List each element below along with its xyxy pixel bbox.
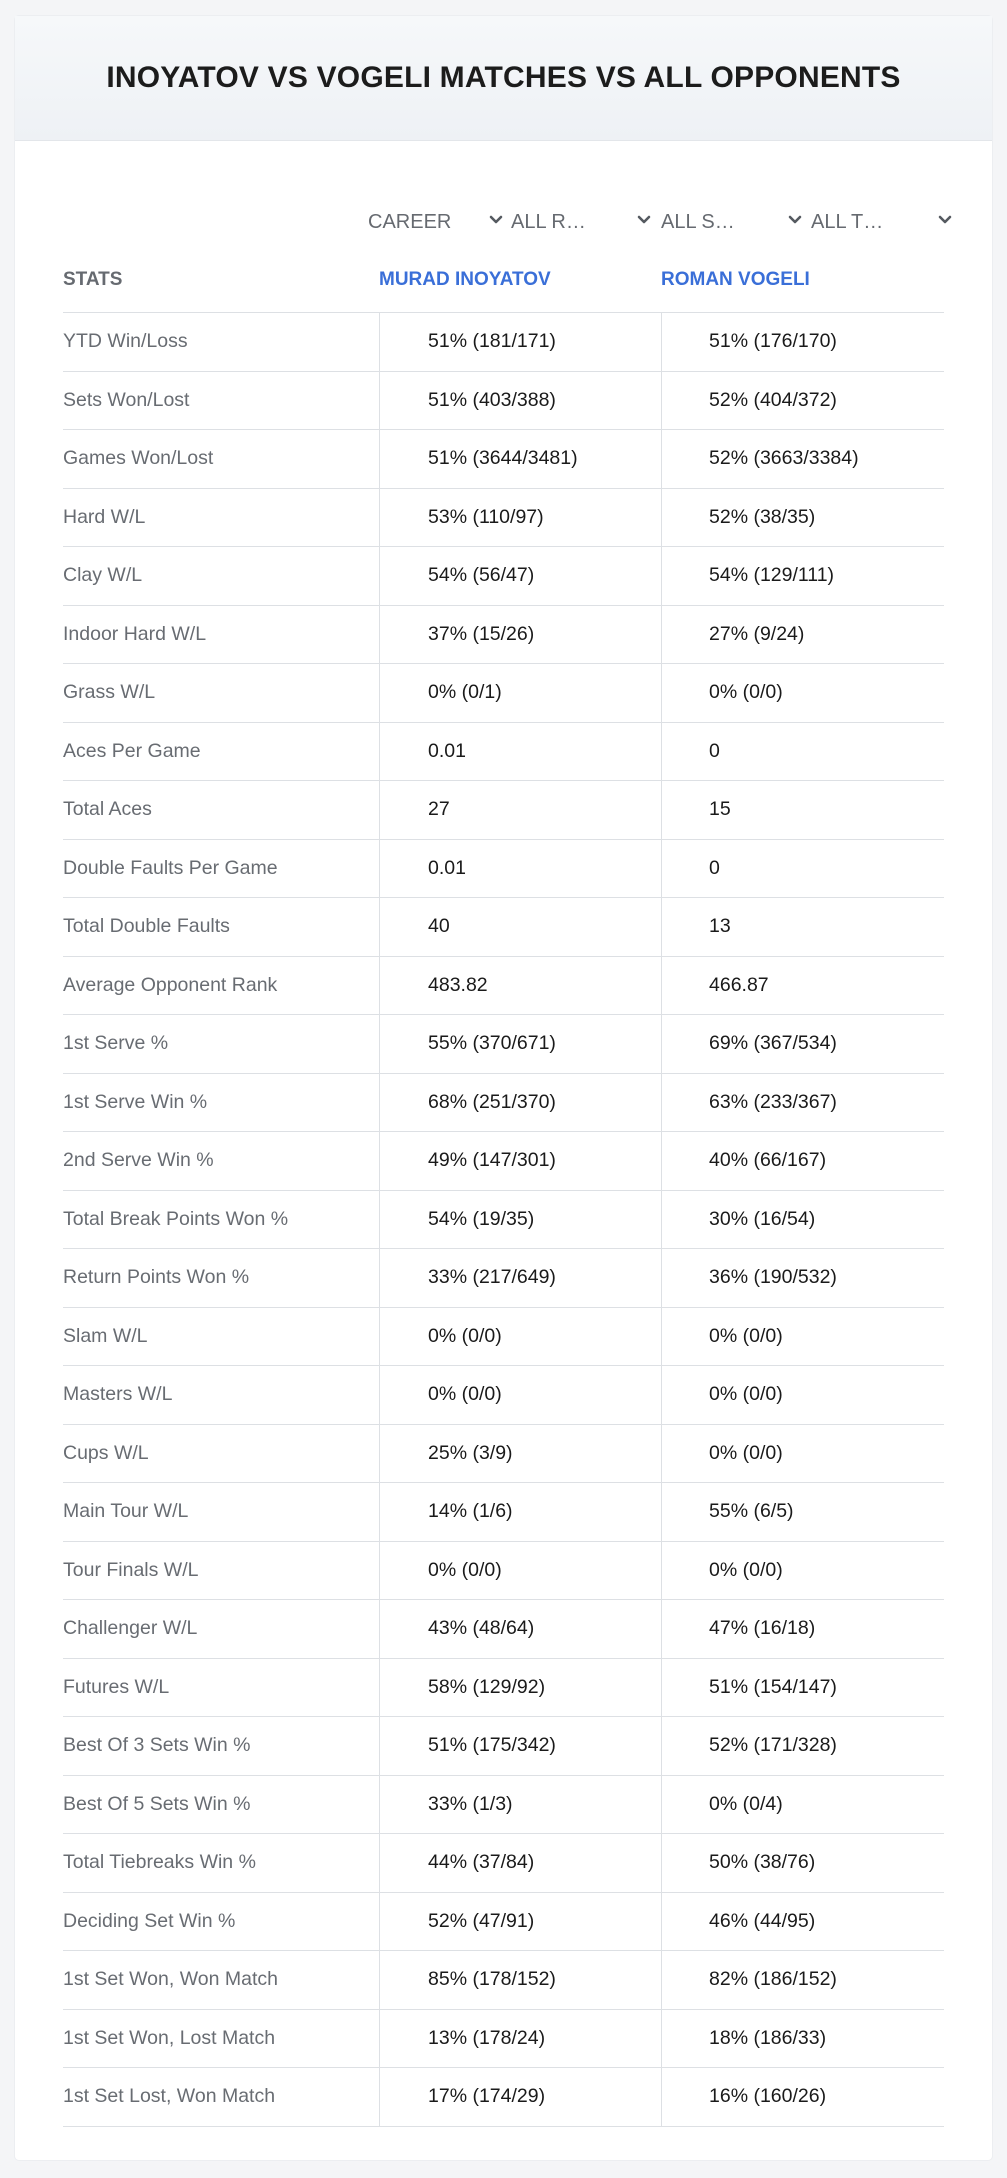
player1-stat-value: 55% (370/671) (379, 1015, 661, 1073)
player1-stat-value: 14% (1/6) (379, 1483, 661, 1541)
table-row (63, 606, 944, 665)
stat-label: YTD Win/Loss (63, 330, 188, 353)
player2-stat-value: 55% (6/5) (661, 1483, 944, 1541)
player1-stat-value: 40 (379, 898, 661, 956)
player1-stat-value: 0% (0/0) (379, 1366, 661, 1424)
stat-label: 1st Set Lost, Won Match (63, 2085, 276, 2108)
player1-stat-value: 483.82 (379, 957, 661, 1015)
stat-label: Aces Per Game (63, 739, 201, 762)
table-row (63, 1893, 944, 1952)
table-row (63, 781, 944, 840)
stat-label: Indoor Hard W/L (63, 622, 207, 645)
player2-stat-value: 0% (0/0) (661, 1425, 944, 1483)
table-row (63, 2010, 944, 2069)
player2-stat-value: 54% (129/111) (661, 547, 944, 605)
card-header (15, 16, 992, 141)
table-row (63, 664, 944, 723)
stat-label: Tour Finals W/L (63, 1558, 199, 1581)
player2-stat-value: 51% (154/147) (661, 1659, 944, 1717)
player2-stat-value: 15 (661, 781, 944, 839)
filter-tournament-label: ALL T… (811, 210, 884, 233)
player1-stat-value: 0.01 (379, 840, 661, 898)
player1-stat-value: 25% (3/9) (379, 1425, 661, 1483)
stat-label: 1st Serve Win % (63, 1090, 208, 1113)
page-title: INOYATOV VS VOGELI MATCHES VS ALL OPPONENTS (106, 61, 901, 94)
stat-label: Clay W/L (63, 564, 143, 587)
table-row (63, 1308, 944, 1367)
stats-table (63, 312, 944, 2127)
player2-stat-value: 52% (38/35) (661, 489, 944, 547)
stat-label: 1st Serve % (63, 1032, 169, 1055)
table-row (63, 2068, 944, 2127)
stat-label: 2nd Serve Win % (63, 1149, 214, 1172)
table-row (63, 1717, 944, 1776)
player2-stat-value: 0% (0/0) (661, 664, 944, 722)
table-row (63, 313, 944, 372)
stat-label: 1st Set Won, Lost Match (63, 2026, 276, 2049)
player1-stat-value: 53% (110/97) (379, 489, 661, 547)
player1-stat-value: 54% (56/47) (379, 547, 661, 605)
player2-stat-value: 27% (9/24) (661, 606, 944, 664)
player1-stat-value: 51% (403/388) (379, 372, 661, 430)
player1-stat-value: 37% (15/26) (379, 606, 661, 664)
stat-label: Grass W/L (63, 681, 156, 704)
filter-surface-label: ALL S… (661, 210, 735, 233)
table-row (63, 1951, 944, 2010)
player1-stat-value: 0% (0/0) (379, 1542, 661, 1600)
stat-label: Double Faults Per Game (63, 856, 278, 879)
player2-stat-value: 51% (176/170) (661, 313, 944, 371)
column-header-stats: STATS (63, 269, 123, 290)
filter-surface-dropdown[interactable] (661, 202, 806, 242)
player2-stat-value: 52% (3663/3384) (661, 430, 944, 488)
stat-label: Cups W/L (63, 1441, 149, 1464)
stat-label: Return Points Won % (63, 1266, 250, 1289)
stat-label: Main Tour W/L (63, 1500, 189, 1523)
player1-stat-value: 27 (379, 781, 661, 839)
player1-stat-value: 68% (251/370) (379, 1074, 661, 1132)
player2-stat-value: 30% (16/54) (661, 1191, 944, 1249)
table-row (63, 489, 944, 548)
table-row (63, 723, 944, 782)
table-row (63, 898, 944, 957)
player2-stat-value: 36% (190/532) (661, 1249, 944, 1307)
player1-stat-value: 0% (0/1) (379, 664, 661, 722)
stat-label: Total Tiebreaks Win % (63, 1851, 256, 1874)
table-row (63, 1834, 944, 1893)
player1-stat-value: 44% (37/84) (379, 1834, 661, 1892)
table-row (63, 840, 944, 899)
player1-stat-value: 51% (181/171) (379, 313, 661, 371)
player1-stat-value: 33% (1/3) (379, 1776, 661, 1834)
stat-label: Slam W/L (63, 1324, 148, 1347)
chevron-down-icon (785, 210, 805, 230)
player1-stat-value: 52% (47/91) (379, 1893, 661, 1951)
player2-stat-value: 63% (233/367) (661, 1074, 944, 1132)
player2-stat-value: 0% (0/0) (661, 1542, 944, 1600)
stat-label: Masters W/L (63, 1383, 173, 1406)
player1-name-link[interactable]: MURAD INOYATOV (379, 269, 551, 290)
player1-stat-value: 58% (129/92) (379, 1659, 661, 1717)
filter-round-dropdown[interactable] (511, 202, 656, 242)
stat-label: Deciding Set Win % (63, 1909, 236, 1932)
stat-label: Best Of 5 Sets Win % (63, 1792, 251, 1815)
stat-label: Challenger W/L (63, 1617, 198, 1640)
player2-stat-value: 0 (661, 723, 944, 781)
player2-stat-value: 13 (661, 898, 944, 956)
stat-label: Best Of 3 Sets Win % (63, 1734, 251, 1757)
table-row (63, 1542, 944, 1601)
table-row (63, 1776, 944, 1835)
table-row (63, 957, 944, 1016)
filter-period-dropdown[interactable] (368, 202, 506, 242)
player2-stat-value: 82% (186/152) (661, 1951, 944, 2009)
table-row (63, 1425, 944, 1484)
stat-label: Futures W/L (63, 1675, 170, 1698)
player2-stat-value: 0% (0/4) (661, 1776, 944, 1834)
player1-stat-value: 51% (175/342) (379, 1717, 661, 1775)
player1-stat-value: 54% (19/35) (379, 1191, 661, 1249)
table-row (63, 1600, 944, 1659)
stat-label: Total Double Faults (63, 915, 230, 938)
table-row (63, 1191, 944, 1250)
player2-stat-value: 69% (367/534) (661, 1015, 944, 1073)
stats-card (15, 16, 992, 2160)
player2-stat-value: 18% (186/33) (661, 2010, 944, 2068)
player1-stat-value: 43% (48/64) (379, 1600, 661, 1658)
table-row (63, 1366, 944, 1425)
player2-name-link[interactable]: ROMAN VOGELI (661, 269, 810, 290)
player1-stat-value: 49% (147/301) (379, 1132, 661, 1190)
player1-stat-value: 51% (3644/3481) (379, 430, 661, 488)
player2-stat-value: 0% (0/0) (661, 1308, 944, 1366)
chevron-down-icon (486, 210, 506, 230)
player2-stat-value: 50% (38/76) (661, 1834, 944, 1892)
player2-stat-value: 52% (404/372) (661, 372, 944, 430)
stat-label: 1st Set Won, Won Match (63, 1968, 278, 1991)
chevron-down-icon (935, 210, 955, 230)
table-row (63, 1015, 944, 1074)
player1-stat-value: 13% (178/24) (379, 2010, 661, 2068)
table-row (63, 1249, 944, 1308)
table-row (63, 1483, 944, 1542)
player1-stat-value: 17% (174/29) (379, 2068, 661, 2126)
player2-stat-value: 40% (66/167) (661, 1132, 944, 1190)
table-row (63, 1659, 944, 1718)
stat-label: Average Opponent Rank (63, 973, 278, 996)
table-row (63, 1132, 944, 1191)
table-row (63, 430, 944, 489)
stat-label: Games Won/Lost (63, 447, 214, 470)
player1-stat-value: 0% (0/0) (379, 1308, 661, 1366)
player2-stat-value: 466.87 (661, 957, 944, 1015)
player1-stat-value: 0.01 (379, 723, 661, 781)
table-row (63, 1074, 944, 1133)
player2-stat-value: 52% (171/328) (661, 1717, 944, 1775)
stat-label: Hard W/L (63, 505, 146, 528)
player2-stat-value: 0 (661, 840, 944, 898)
filter-tournament-dropdown[interactable] (811, 202, 956, 242)
filter-round-label: ALL R… (511, 210, 586, 233)
player2-stat-value: 47% (16/18) (661, 1600, 944, 1658)
player1-stat-value: 33% (217/649) (379, 1249, 661, 1307)
stat-label: Total Break Points Won % (63, 1207, 289, 1230)
filter-period-label: CAREER (368, 210, 452, 233)
stat-label: Sets Won/Lost (63, 388, 190, 411)
player2-stat-value: 46% (44/95) (661, 1893, 944, 1951)
player2-stat-value: 0% (0/0) (661, 1366, 944, 1424)
table-row (63, 372, 944, 431)
player2-stat-value: 16% (160/26) (661, 2068, 944, 2126)
chevron-down-icon (634, 210, 654, 230)
player1-stat-value: 85% (178/152) (379, 1951, 661, 2009)
table-row (63, 547, 944, 606)
stat-label: Total Aces (63, 798, 152, 821)
filter-bar (15, 202, 992, 242)
